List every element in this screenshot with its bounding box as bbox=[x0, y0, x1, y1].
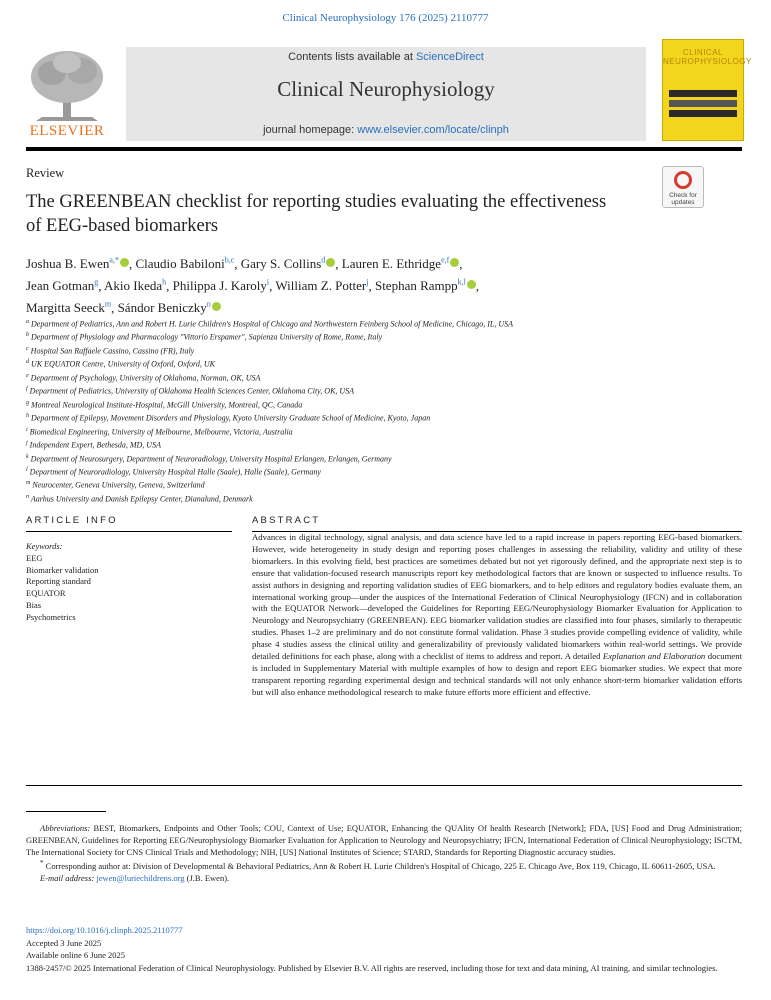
homepage-line: journal homepage: www.elsevier.com/locate/clinph bbox=[263, 124, 509, 136]
cover-title: CLINICAL NEUROPHYSIOLOGY bbox=[663, 48, 752, 66]
cover-band bbox=[669, 90, 737, 97]
footnotes bbox=[26, 823, 742, 885]
cover-band bbox=[669, 110, 737, 117]
affiliation: $^c$ Hospital San Raffaele Cassino, Cassino (FR), Italy bbox=[26, 345, 195, 356]
check-updates-icon bbox=[674, 171, 692, 189]
affiliation: $^f$ Department of Pediatrics, University of Oklahoma Health Sciences Center, Oklahoma City, OK, USA bbox=[26, 386, 355, 396]
journal-citation[interactable]: Clinical Neurophysiology 176 (2025) 2110777 bbox=[282, 12, 489, 24]
affiliation: $^b$ Department of Physiology and Pharmacology "Vittorio Erspamer", Sapienza University of Rome, Rome, Italy bbox=[26, 332, 383, 343]
email-link[interactable]: jewen@luriechildrens.org bbox=[96, 873, 185, 884]
sciencedirect-link[interactable]: ScienceDirect bbox=[415, 51, 484, 63]
copyright-notice: 1388-2457/© 2025 International Federation of Clinical Neurophysiology. Published by Elsevier B.V. All rights are reserved, including those for text and data mining, AI training, and similar technologies. bbox=[26, 962, 718, 973]
cover-band bbox=[669, 100, 737, 107]
doi-link[interactable]: https://doi.org/10.1016/j.clinph.2025.2110777 bbox=[26, 925, 183, 935]
affiliation-list bbox=[26, 317, 746, 505]
affiliation: $^a$ Department of Pediatrics, Ann and Robert H. Lurie Children's Hospital of Chicago and Northwestern Feinberg School of Medicine, Chicago, IL, USA bbox=[26, 319, 514, 329]
author[interactable]: Stephan Rampp$^{k,l}$ bbox=[375, 278, 476, 293]
author[interactable]: Claudio Babiloni$^{b,c}$ bbox=[135, 256, 235, 272]
affiliation: $^k$ Department of Neurosurgery, Department of Neuroradiology, University Hospital Erlangen, Erlangen, Germany bbox=[26, 453, 392, 464]
email-footnote: E-mail address: jewen@luriechildrens.org (J.B. Ewen). bbox=[40, 873, 230, 884]
abstract-bottom-rule bbox=[26, 785, 742, 786]
abstract-heading: ABSTRACT bbox=[252, 515, 321, 526]
journal-homepage-link[interactable]: www.elsevier.com/locate/clinph bbox=[357, 124, 509, 136]
affiliation: $^h$ Department of Epilepsy, Movement Disorders and Physiology, Kyoto University Graduate School of Medicine, Kyoto, Japan bbox=[26, 413, 431, 423]
keyword: Psychometrics bbox=[26, 611, 76, 622]
keywords-label: Keywords: bbox=[26, 541, 63, 551]
author[interactable]: William Z. Potter$^j$ bbox=[275, 277, 369, 294]
corresponding-footnote: * Corresponding author at: Division of Developmental & Behavioral Pediatrics, Ann & Robert H. Lurie Children's Hospital of Chicago, 225 E. Chicago Ave, Box 119, Chicago, IL 60611-2605, USA. bbox=[40, 859, 716, 872]
author[interactable]: Joshua B. Ewen$^{a,*}$ bbox=[26, 256, 129, 271]
check-for-updates-button[interactable] bbox=[662, 166, 704, 208]
journal-title: Clinical Neurophysiology bbox=[277, 77, 495, 101]
affiliation: $^e$ Department of Psychology, University of Oklahoma, Norman, OK, USA bbox=[26, 372, 261, 383]
elsevier-wordmark: ELSEVIER bbox=[29, 123, 105, 139]
author[interactable]: Lauren E. Ethridge$^{e,f}$ bbox=[342, 256, 459, 271]
orcid-icon[interactable] bbox=[120, 258, 129, 267]
header-rule bbox=[26, 147, 742, 151]
journal-banner bbox=[126, 47, 646, 141]
author[interactable]: Sándor Beniczky$^n$ bbox=[118, 300, 221, 315]
keywords-block bbox=[26, 541, 216, 624]
author[interactable]: Philippa J. Karoly$^i$ bbox=[172, 277, 270, 294]
author[interactable]: Jean Gotman$^g$ bbox=[26, 277, 99, 294]
affiliation: $^g$ Montreal Neurological Institute-Hospital, McGill University, Montreal, QC, Canada bbox=[26, 399, 303, 410]
publication-info bbox=[26, 924, 742, 974]
abbreviations-footnote: Abbreviations: BEST, Biomarkers, Endpoints and Other Tools; COU, Context of Use; EQUATOR, Enhancing the QUAlity Of health Research [Network]; FDA, [US] Food and Drug Administration; GREENBEAN, Guidelines for Reporting EEG/Neurophysiology Biomarker Evaluation for Application to Neurology and Neuropsychiatry; IFCN, International Federation of Clinical Neurophysiology; ISCTM, The International Society for CNS Clinical Trials and Methodology; NIH, [US] National Institutes of Science; STARD, Standards for Reporting Diagnostic accuracy studies. bbox=[26, 823, 742, 857]
author-list: Joshua B. Ewen$^{a,*}$ , Claudio Babiloni$^{b,c}$, Gary S. Collins$^d$ , Lauren E. Ethridge$^{e,f}$ , Jean Gotman$^g$, Akio Ikeda$^h$, Philippa J. Karoly$^i$, William Z. Potter$^j$, Stephan Rampp$^{k,l}$ , Margitta Seeck$^m$, Sándor Beniczky$^n$ bbox=[26, 256, 480, 315]
affiliation: $^n$ Aarhus University and Danish Epilepsy Center, Dianalund, Denmark bbox=[26, 493, 253, 504]
keyword: Biomarker validation bbox=[26, 564, 99, 575]
footnote-rule bbox=[26, 811, 106, 812]
orcid-icon[interactable] bbox=[212, 302, 221, 311]
orcid-icon[interactable] bbox=[326, 258, 335, 267]
check-updates-label: Check for updates bbox=[669, 192, 697, 206]
article-category: Review bbox=[26, 166, 65, 180]
author[interactable]: Akio Ikeda$^h$ bbox=[104, 277, 167, 294]
orcid-icon[interactable] bbox=[450, 258, 459, 267]
contents-line: Contents lists available at ScienceDirect bbox=[288, 51, 484, 63]
affiliation: $^j$ Independent Expert, Bethesda, MD, USA bbox=[26, 440, 161, 450]
keyword: Bias bbox=[26, 599, 42, 610]
author[interactable]: Margitta Seeck$^m$ bbox=[26, 299, 112, 315]
article-title: The GREENBEAN checklist for reporting studies evaluating the effectiveness of EEG-based biomarkers bbox=[26, 192, 607, 236]
accepted-date: Accepted 3 June 2025 bbox=[26, 937, 102, 948]
elsevier-logo[interactable] bbox=[26, 47, 108, 141]
affiliation: $^i$ Biomedical Engineering, University of Melbourne, Melbourne, Victoria, Australia bbox=[26, 426, 293, 437]
affiliation: $^d$ UK EQUATOR Centre, University of Oxford, Oxford, UK bbox=[26, 359, 215, 370]
abstract-text: Advances in digital technology, signal analysis, and data science have led to a rapid increase in papers reporting EEG-based biomarkers. However, wide heterogeneity in study design and reporting poses challenges in assessing the reliability, validity and utility of these biomarkers. In this evolving field, best practices are sometimes debated but not yet rigorously defined, and the appropriate next step is to ensure that validation-focused research manuscripts report key methodological factors that are known or suspected to influence results. To assist authors in designing and reporting validation studies of EEG biomarkers, and to help editors and regulatory bodies evaluate them, an international working group—under the auspices of the International Federation of Clinical Neurophysiology (IFCN) and in collaboration with the EQUATOR Network—developed the Guidelines for Reporting EEG/Neurophysiology Biomarker Evaluation for Application to Neurology and Neuropsychiatry (GREENBEAN). EEG biomarker validation studies are classified into four phases, similarly to therapeutic studies. Phases 1–2 are preliminary and do not constitute formal validation. Phase 3 studies provide compelling evidence of validity, while phase 4 studies assess the clinical utility and generalizability of previously validated biomarkers within real-world settings. We provide detailed definitions for each phase, along with a checklist of items to address and report. A detailed Explanation and Elaboration document is included in Supplementary Material with multiple examples of how to design and report EEG biomarker studies. We expect that more transparent reporting regarding experimental design and technical standards will not only enhance short-term biomarker validation efforts but will also enhance methodological research to make future efforts more efficient and effective. bbox=[252, 532, 742, 697]
affiliation: $^m$ Neurocenter, Geneva University, Geneva, Switzerland bbox=[26, 480, 205, 491]
keyword: Reporting standard bbox=[26, 576, 91, 587]
article-info-heading: ARTICLE INFO bbox=[26, 515, 118, 526]
article-info-rule bbox=[26, 531, 232, 532]
orcid-icon[interactable] bbox=[467, 280, 476, 289]
keyword: EQUATOR bbox=[26, 588, 66, 599]
journal-cover[interactable] bbox=[662, 39, 752, 141]
keyword: EEG bbox=[26, 552, 43, 563]
affiliation: $^l$ Department of Neuroradiology, University Hospital Halle (Saale), Halle (Saale), Germany bbox=[26, 466, 321, 477]
online-date: Available online 6 June 2025 bbox=[26, 950, 125, 961]
author[interactable]: Gary S. Collins$^d$ bbox=[241, 256, 336, 271]
